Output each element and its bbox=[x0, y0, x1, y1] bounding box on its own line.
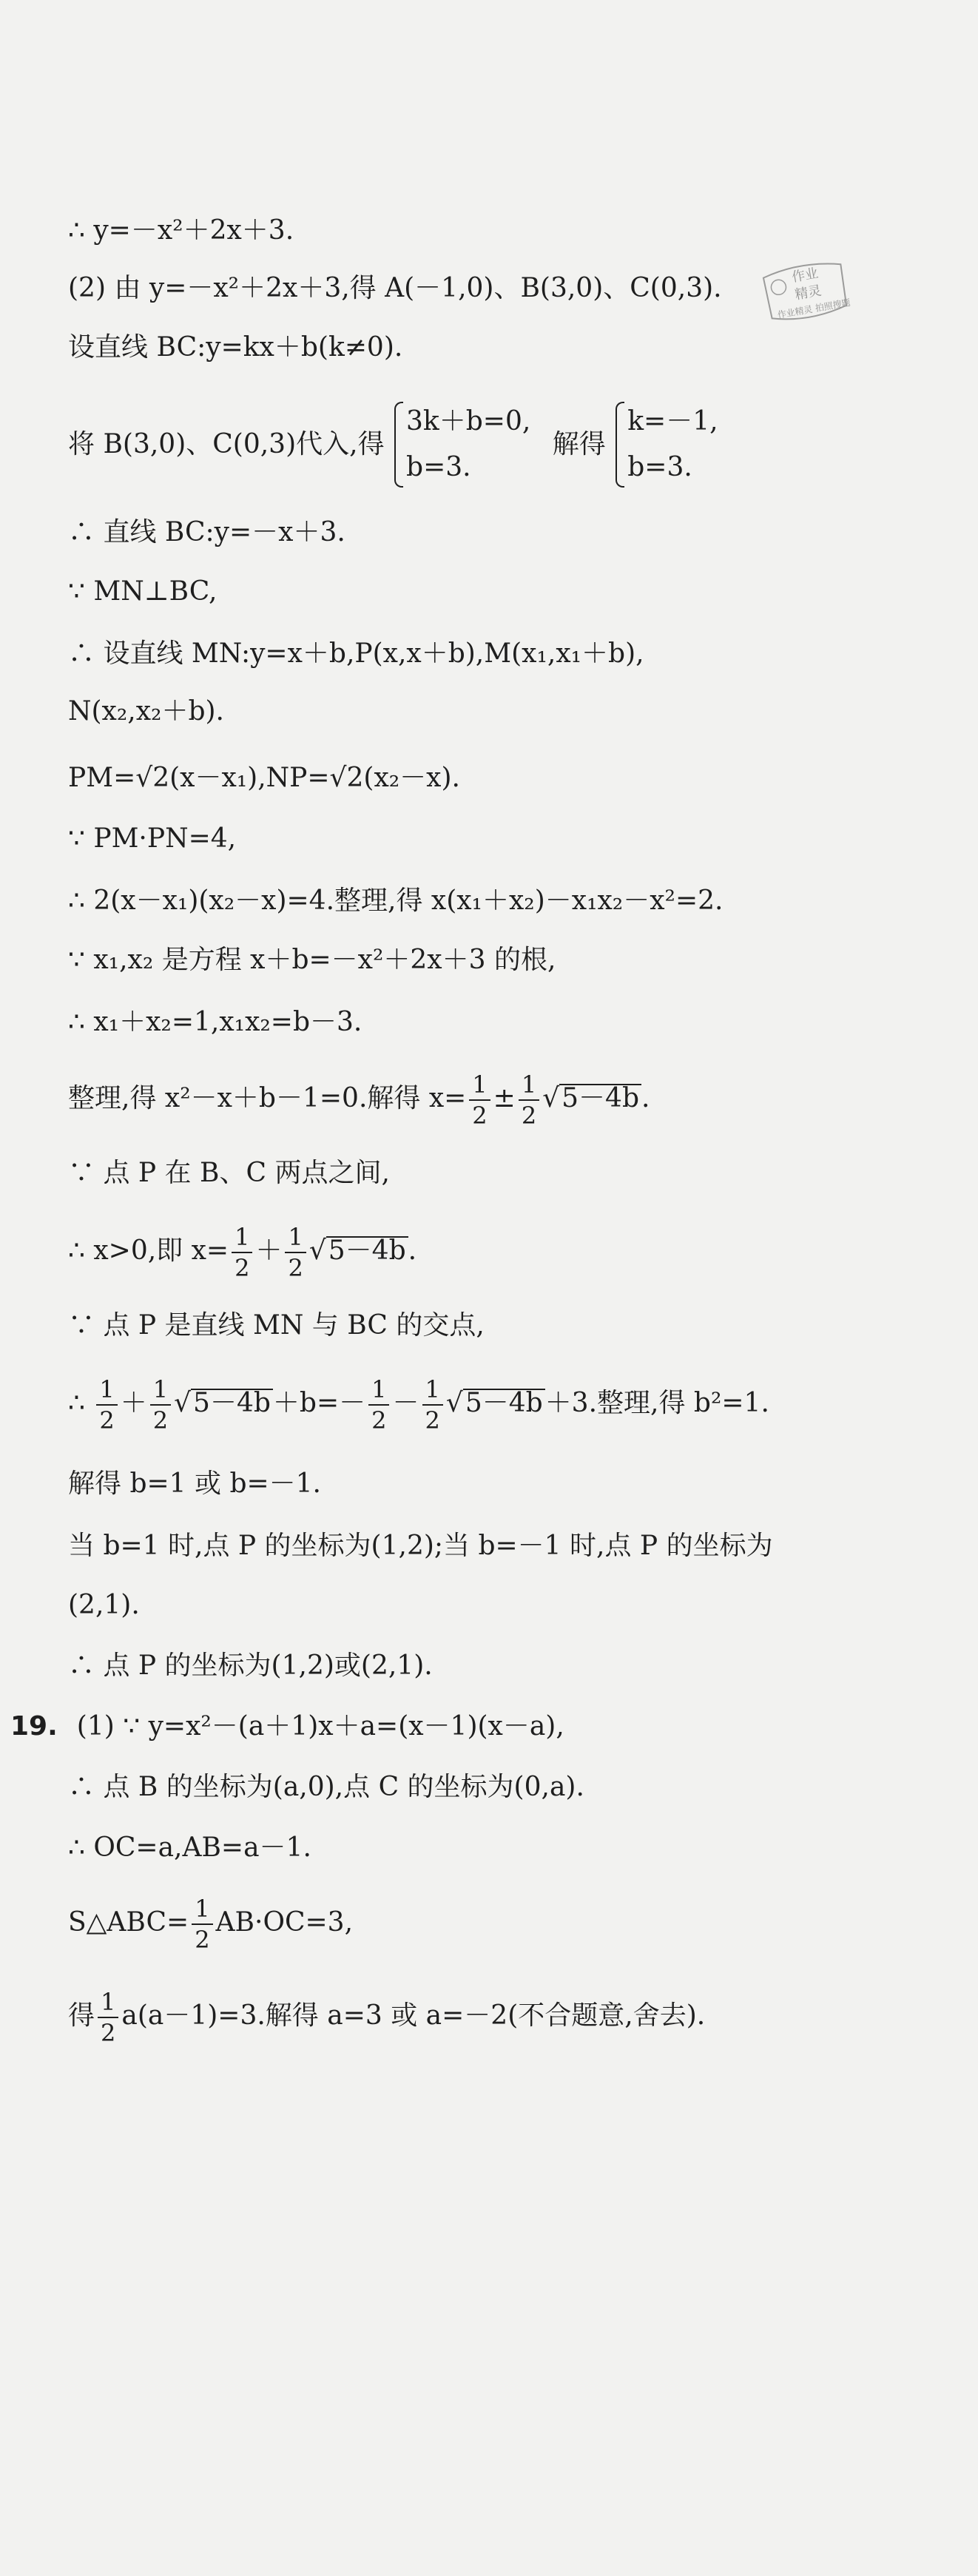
fraction-half bbox=[422, 1375, 443, 1435]
line-10 bbox=[68, 823, 941, 855]
line-8 bbox=[68, 695, 941, 728]
fraction-half bbox=[368, 1375, 389, 1435]
fraction-half bbox=[98, 1987, 118, 2048]
fraction-den: 2 bbox=[195, 1926, 210, 1954]
line-20-text: 当 b=1 时,点 P 的坐标为(1,2);当 b=－1 时,点 P 的坐标为 bbox=[68, 1531, 773, 1561]
line-7-text: ∴ 设直线 MN:y=x＋b,P(x,x＋b),M(x₁,x₁＋b), bbox=[68, 638, 644, 669]
line-25-text: ∴ OC=a,AB=a－1. bbox=[68, 1832, 311, 1863]
line-19-text: 解得 b=1 或 b=－1. bbox=[68, 1469, 322, 1499]
fraction-den: 2 bbox=[472, 1102, 488, 1130]
system-2-eq-1: k=－1, bbox=[627, 406, 718, 436]
fraction-half bbox=[96, 1375, 117, 1435]
line-6-text: ∵ MN⊥BC, bbox=[68, 576, 217, 607]
system-1 bbox=[393, 399, 530, 490]
fraction-den: 2 bbox=[152, 1406, 169, 1434]
line-9-text: PM=√2(x－x₁),NP=√2(x₂－x). bbox=[68, 763, 460, 793]
line-9 bbox=[68, 762, 941, 795]
fraction-den: 2 bbox=[99, 1406, 115, 1434]
fraction-half bbox=[192, 1894, 212, 1955]
minus-sign: － bbox=[392, 1388, 419, 1418]
line-26-start: S△ABC= bbox=[68, 1907, 189, 1938]
line-23 bbox=[10, 1710, 883, 1743]
radicand: 5－4b bbox=[326, 1236, 408, 1264]
line-17 bbox=[68, 1309, 941, 1342]
line-14-end: . bbox=[641, 1083, 650, 1113]
line-4 bbox=[68, 395, 941, 491]
line-12 bbox=[68, 944, 941, 977]
stamp-line-3: 作业精灵 拍照搜题 bbox=[776, 297, 851, 320]
line-5 bbox=[68, 516, 941, 549]
fraction-half bbox=[232, 1222, 252, 1283]
line-17-text: ∵ 点 P 是直线 MN 与 BC 的交点, bbox=[68, 1310, 485, 1341]
line-16: ∴ x>0,即 x= $\frac{1}{2}$ ＋ $\frac{1}{2}$ √5－4b. bbox=[68, 1223, 417, 1282]
line-14-text: 整理,得 x²－x＋b－1=0.解得 x= bbox=[68, 1083, 467, 1113]
line-24 bbox=[68, 1771, 941, 1804]
line-3 bbox=[68, 331, 941, 364]
line-27-end: a(a－1)=3.解得 a=3 或 a=－2(不合题意,舍去). bbox=[121, 2000, 706, 2031]
system-1-eq-2: b=3. bbox=[406, 452, 471, 482]
radicand: 5－4b bbox=[191, 1389, 273, 1417]
line-13-text: ∴ x₁＋x₂=1,x₁x₂=b－3. bbox=[68, 1007, 362, 1037]
fraction-num: 1 bbox=[150, 1375, 171, 1406]
line-4-prefix: 将 B(3,0)、C(0,3)代入,得 bbox=[68, 429, 385, 459]
radicand: 5－4b bbox=[463, 1389, 545, 1417]
line-23-text: (1) ∵ y=x²－(a＋1)x＋a=(x－1)(x－a), bbox=[76, 1711, 564, 1742]
line-18: ∴ $\frac{1}{2}$ ＋ $\frac{1}{2}$ √5－4b＋b=－ $\frac{1}{2}$ － $\frac{1}{2}$ √5－4b＋3.整理,得 b²=1. bbox=[68, 1375, 769, 1434]
line-22 bbox=[68, 1650, 941, 1682]
fraction-half bbox=[285, 1222, 306, 1283]
system-2 bbox=[614, 399, 718, 490]
fraction-num: 1 bbox=[285, 1222, 306, 1253]
fraction-half bbox=[469, 1070, 490, 1130]
line-2-text: (2) 由 y=－x²＋2x＋3,得 A(－1,0)、B(3,0)、C(0,3). bbox=[68, 273, 722, 303]
line-11 bbox=[68, 885, 941, 917]
line-4-mid: 解得 bbox=[552, 429, 606, 459]
line-5-text: ∴ 直线 BC:y=－x＋3. bbox=[68, 517, 345, 547]
line-1-text: ∴ y=－x²＋2x＋3. bbox=[68, 215, 294, 246]
line-21 bbox=[68, 1589, 941, 1622]
line-19 bbox=[68, 1468, 941, 1500]
plus-sign: ＋ bbox=[120, 1388, 147, 1418]
radicand: 5－4b bbox=[559, 1084, 641, 1112]
fraction-den: 2 bbox=[521, 1102, 537, 1130]
stamp-line-1: 作业 bbox=[790, 265, 820, 286]
line-10-text: ∵ PM·PN=4, bbox=[68, 823, 237, 854]
line-27-start: 得 bbox=[68, 2000, 95, 2031]
fraction-num: 1 bbox=[519, 1070, 539, 1101]
fraction-den: 2 bbox=[371, 1406, 387, 1434]
line-3-text: 设直线 BC:y=kx＋b(k≠0). bbox=[68, 332, 403, 363]
line-6 bbox=[68, 576, 941, 608]
line-15 bbox=[68, 1157, 941, 1190]
fraction-den: 2 bbox=[235, 1254, 250, 1282]
stamp-line-2: 精灵 bbox=[793, 283, 823, 303]
fraction-num: 1 bbox=[192, 1894, 212, 1925]
line-8-text: N(x₂,x₂＋b). bbox=[68, 696, 224, 726]
fraction-den: 2 bbox=[425, 1406, 440, 1434]
line-11-text: ∴ 2(x－x₁)(x₂－x)=4.整理,得 x(x₁＋x₂)－x₁x₂－x²=2. bbox=[68, 886, 724, 916]
fraction-num: 1 bbox=[98, 1987, 118, 2018]
system-2-eq-2: b=3. bbox=[627, 452, 692, 482]
fraction-den: 2 bbox=[101, 2019, 116, 2047]
line-22-text: ∴ 点 P 的坐标为(1,2)或(2,1). bbox=[68, 1651, 433, 1681]
line-16-text: ∴ x>0,即 x= bbox=[68, 1235, 229, 1266]
fraction-half bbox=[519, 1070, 539, 1130]
fraction-num: 1 bbox=[232, 1222, 252, 1253]
line-16-end: . bbox=[408, 1235, 417, 1266]
line-14: 整理,得 x²－x＋b－1=0.解得 x= $\frac{1}{2}$ ± $\frac{1}{2}$ √5－4b. bbox=[68, 1070, 650, 1130]
line-18-start: ∴ bbox=[68, 1388, 85, 1418]
line-25 bbox=[68, 1832, 941, 1864]
line-27 bbox=[68, 1983, 941, 2049]
line-20 bbox=[68, 1530, 941, 1562]
line-15-text: ∵ 点 P 在 B、C 两点之间, bbox=[68, 1158, 390, 1188]
fraction-num: 1 bbox=[368, 1375, 389, 1406]
plus-minus: ± bbox=[493, 1083, 516, 1113]
line-21-text: (2,1). bbox=[68, 1590, 140, 1620]
line-1 bbox=[68, 215, 941, 247]
line-18-mid: ＋b=－ bbox=[272, 1388, 366, 1418]
line-12-text: ∵ x₁,x₂ 是方程 x＋b=－x²＋2x＋3 的根, bbox=[68, 945, 556, 975]
plus-sign: ＋ bbox=[255, 1235, 283, 1266]
line-13 bbox=[68, 1006, 941, 1039]
fraction-den: 2 bbox=[288, 1254, 303, 1282]
system-1-eq-1: 3k＋b=0, bbox=[406, 406, 531, 436]
fraction-half bbox=[150, 1375, 171, 1435]
line-26-end: AB·OC=3, bbox=[215, 1907, 354, 1938]
fraction-num: 1 bbox=[469, 1070, 490, 1101]
line-26 bbox=[68, 1889, 941, 1956]
question-number: 19. bbox=[10, 1711, 58, 1742]
line-7 bbox=[68, 638, 941, 670]
line-24-text: ∴ 点 B 的坐标为(a,0),点 C 的坐标为(0,a). bbox=[68, 1772, 584, 1802]
line-18-end: ＋3.整理,得 b²=1. bbox=[544, 1388, 769, 1418]
watermark-stamp bbox=[758, 253, 854, 329]
fraction-num: 1 bbox=[422, 1375, 443, 1406]
fraction-num: 1 bbox=[96, 1375, 117, 1406]
